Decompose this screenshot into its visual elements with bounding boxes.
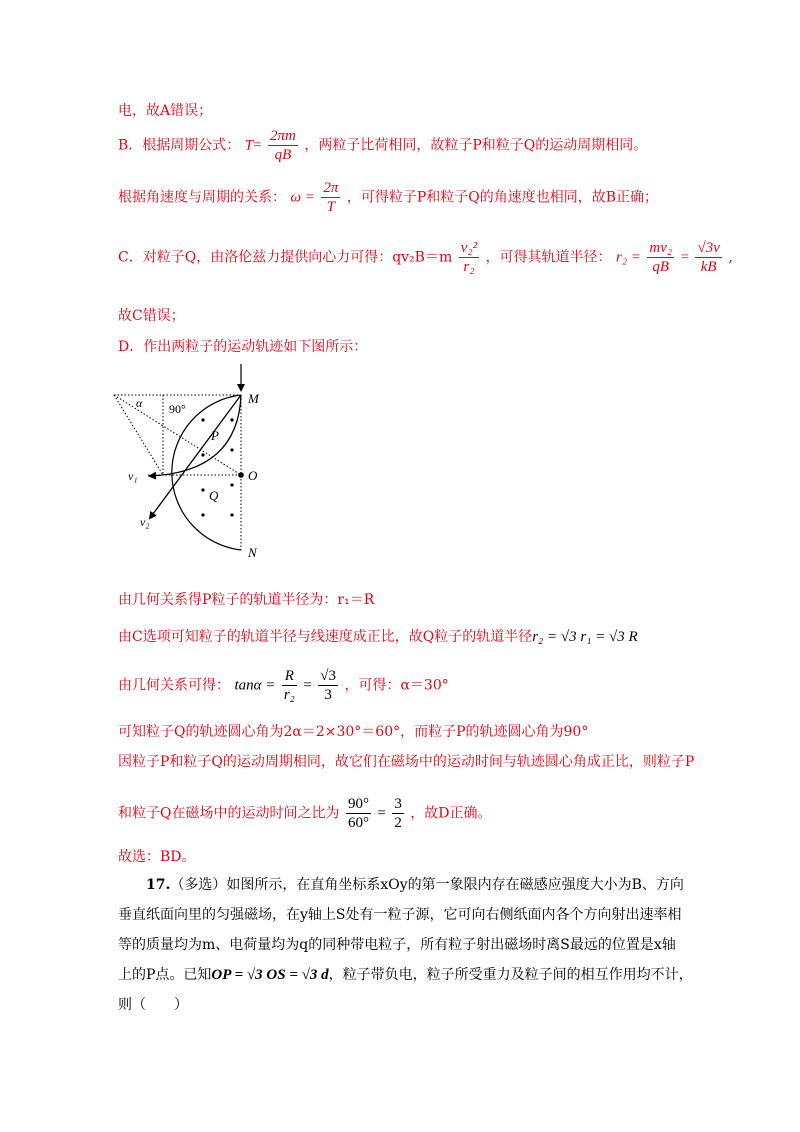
tan-fraction-2: $\frac{√3}{3}$ [320, 668, 336, 703]
text-line-tan-alpha: 由几何关系可得： tanα = $\frac{R}{\text{r₂}}$ = $\frac{√3}{3}$ ，可得：α＝30° [118, 668, 449, 703]
label-90-degree: 90° [169, 402, 186, 416]
label-alpha: α [136, 396, 143, 410]
text-line-central-angle: 可知粒子Q的轨迹圆心角为2α＝2×30°＝60°，而粒子P的轨迹圆心角为90° [118, 724, 589, 740]
text-line-time-proportional: 因粒子P和粒子Q的运动周期相同，故它们在磁场中的运动时间与轨迹圆心角成正比，则粒子P [118, 754, 695, 770]
label-n: N [248, 545, 257, 560]
label-m: M [248, 391, 259, 406]
text-line-a-wrong: 电，故A错误； [118, 103, 213, 119]
text-line-r2: 由C选项可知粒子的轨道半径与线速度成正比，故Q粒子的轨道半径r₂ = √3 r₁ = √3 R [118, 629, 638, 645]
trajectory-diagram [108, 360, 278, 565]
text-line-c-radius: C．对粒子Q，由洛伦兹力提供向心力可得：qv₂B＝m $\frac{\text{v₂²}}{\text{r₂}}$ ，可得其轨道半径： r₂ = $\frac{\text{mv₂}}{qB}$ = $\frac{√3v}{kB}$ , [118, 240, 733, 275]
text-line-r1: 由几何关系得P粒子的轨道半径为：r₁＝R [118, 592, 375, 608]
question-17: 17.（多选）如图所示，在直角坐标系xOy的第一象限内存在磁感应强度大小为B、方向 垂直纸面向里的匀强磁场，在y轴上S处有一粒子源，它可向右侧纸面内各个方向射出速率相 等的质量均为m、电荷量均为q的同种带电粒子，所有粒子射出磁场时离S最远的位置是x轴 上的P点。已知OP = √3 OS = √3 d，粒子带负电，粒子所受重力及粒子间的相互作用均不计， 则（ ） [118, 877, 693, 1013]
label-v1: v₁ [128, 469, 138, 483]
text-line-d-intro: D．作出两粒子的运动轨迹如下图所示： [118, 339, 368, 355]
text-line-time-ratio: 和粒子Q在磁场中的运动时间之比为 $\frac{90^\circ}{60^\circ}$ = $\frac{3}{2}$ ，故D正确。 [118, 796, 492, 831]
period-fraction: $\frac{2\pi m}{qB}$ [270, 128, 296, 163]
text-line-angular-velocity: 根据角速度与周期的关系： ω = $\frac{2\pi}{T}$ ，可得粒子P和粒子Q的角速度也相同，故B正确； [118, 180, 659, 215]
radius-fraction-1: $\frac{\text{mv₂}}{qB}$ [649, 240, 673, 275]
label-o: O [248, 468, 258, 483]
omega-fraction: $\frac{2\pi}{T}$ [323, 180, 339, 215]
ratio-fraction-1: $\frac{90^\circ}{60^\circ}$ [347, 796, 369, 831]
text-line-b-period: B．根据周期公式： T= $\frac{2\pi m}{qB}$ ，两粒子比荷相同，故粒子P和粒子Q的运动周期相同。 [118, 128, 648, 163]
question-number: 17. [146, 877, 171, 893]
radius-fraction-2: $\frac{√3v}{kB}$ [697, 240, 720, 275]
label-v2: v₂ [140, 515, 150, 529]
tan-fraction-1: $\frac{R}{\text{r₂}}$ [283, 668, 295, 703]
ratio-fraction-2: $\frac{3}{2}$ [394, 796, 402, 831]
centripetal-fraction: $\frac{\text{v₂²}}{\text{r₂}}$ [460, 240, 478, 275]
label-q: Q [209, 488, 219, 503]
text-line-answer: 故选：BD。 [118, 849, 196, 865]
text-line-c-wrong: 故C错误； [118, 308, 185, 324]
label-p: P [211, 428, 219, 443]
